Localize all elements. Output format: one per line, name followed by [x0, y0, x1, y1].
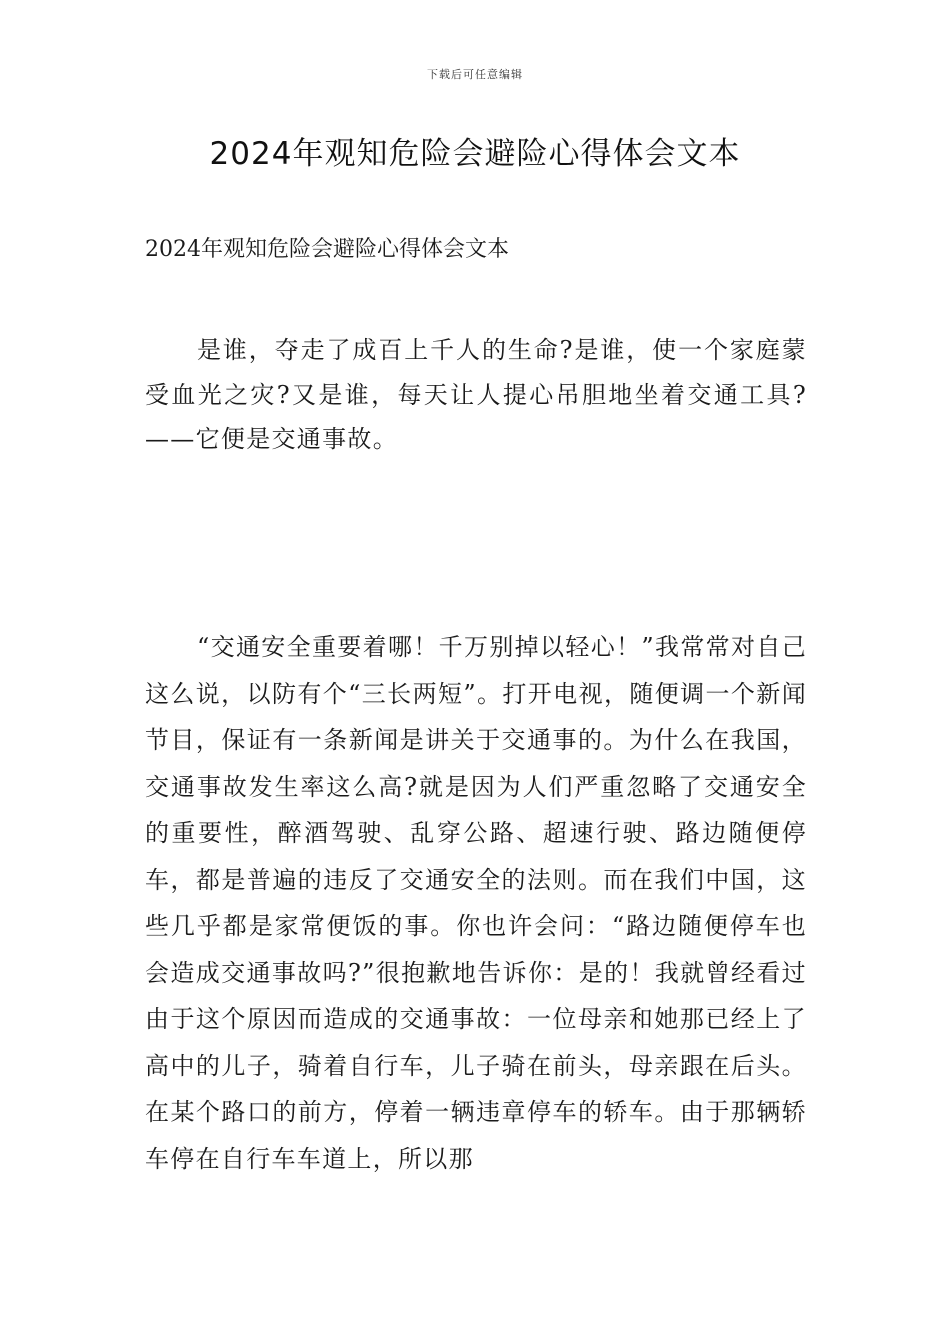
- document-title: 2024年观知危险会避险心得体会文本: [209, 136, 741, 172]
- header-note: 下载后可任意编辑: [427, 68, 523, 81]
- paragraph-2: “交通安全重要着哪！千万别掉以轻心！”我常常对自己这么说，以防有个“三长两短”。打开电视，随便调一个新闻节目，保证有一条新闻是讲关于交通事的。为什么在我国，交通事故发生率这么高?就是因为人们严重忽略了交通安全的重要性，醉酒驾驶、乱穿公路、超速行驶、路边随便停车，都是普遍的违反了交通安全的法则。而在我们中国，这些几乎都是家常便饭的事。你也许会问：“路边随便停车也会造成交通事故吗?”很抱歉地告诉你：是的！我就曾经看过由于这个原因而造成的交通事故：一位母亲和她那已经上了高中的儿子，骑着自行车，儿子骑在前头，母亲跟在后头。在某个路口的前方，停着一辆违章停车的轿车。由于那辆轿车停在自行车车道上，所以那: [145, 633, 807, 1173]
- paragraph-1: 是谁，夺走了成百上千人的生命?是谁，使一个家庭蒙受血光之灾?又是谁，每天让人提心吊胆地坐着交通工具?——它便是交通事故。: [145, 336, 807, 453]
- document-subtitle: 2024年观知危险会避险心得体会文本: [145, 237, 509, 262]
